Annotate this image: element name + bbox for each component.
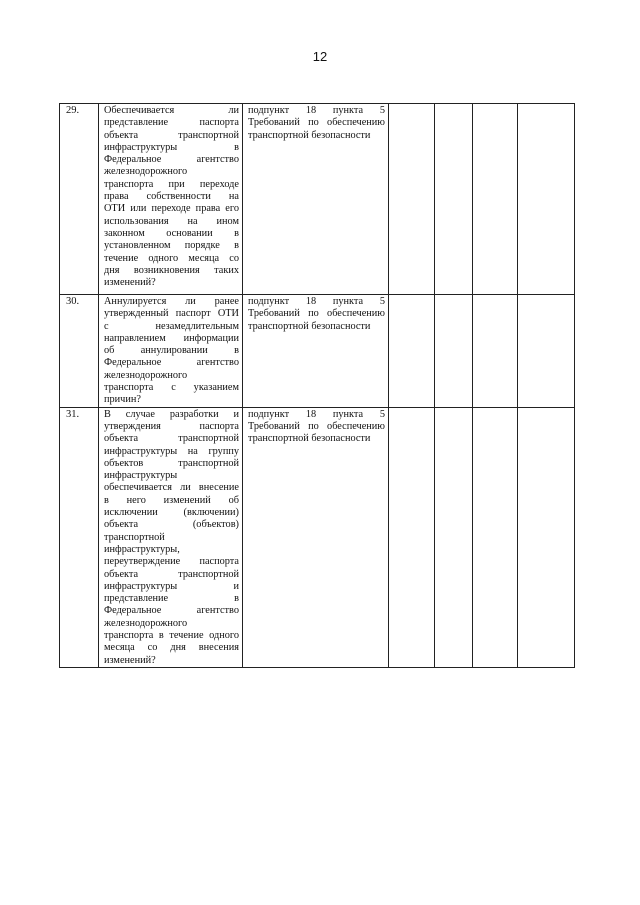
question-line: течение одного месяца со [104, 252, 239, 264]
question-line: инфраструктуры и [104, 580, 239, 592]
question-line: обеспечивается ли внесение [104, 482, 239, 494]
answer-cell-1 [389, 104, 435, 295]
question-line: использования на ином [104, 215, 239, 227]
question-line: транспорта при переходе [104, 178, 239, 190]
question-line: Аннулируется ли ранее [104, 296, 239, 307]
question-line: месяца со дня внесения [104, 642, 239, 654]
question-line: изменений? [104, 277, 156, 289]
answer-cell-4 [518, 407, 575, 667]
question-line: Обеспечивается ли [104, 105, 239, 116]
question-line: инфраструктуры в [104, 141, 239, 153]
question-line: железнодорожного [104, 369, 188, 381]
question-line: причин? [104, 394, 141, 406]
table-row [60, 104, 575, 295]
table-row [60, 295, 575, 408]
answer-cell-2 [435, 407, 473, 667]
reference-line: транспортной безопасности [248, 433, 371, 445]
question-line: дня возникновения таких [104, 264, 239, 276]
answer-cell-2 [435, 104, 473, 295]
answer-cell-2 [435, 295, 473, 408]
question-line: с незамедлительным [104, 320, 239, 332]
question-line: утверждения паспорта [104, 420, 239, 432]
question-line: транспортной [104, 531, 165, 543]
question-line: представление паспорта [104, 117, 239, 129]
question-line: инфраструктуры на группу [104, 445, 239, 457]
question-line: объекта транспортной [104, 433, 239, 445]
reference-line: Требований по обеспечению [248, 420, 385, 432]
answer-cell-3 [473, 295, 518, 408]
question-line: законном основании в [104, 227, 239, 239]
answer-cell-1 [389, 295, 435, 408]
question-line: утвержденный паспорт ОТИ [104, 308, 239, 320]
reference-line: транспортной безопасности [248, 320, 371, 332]
reference-line: подпункт 18 пункта 5 [248, 296, 385, 307]
question-line: Федеральное агентство [104, 357, 239, 369]
checklist-table [59, 103, 575, 668]
question-line: об аннулировании в [104, 345, 239, 357]
answer-cell-4 [518, 295, 575, 408]
legal-reference-cell [243, 104, 389, 295]
question-line: инфраструктуры [104, 470, 178, 482]
question-line: объекта транспортной [104, 129, 239, 141]
question-line: направлением информации [104, 332, 239, 344]
answer-cell-1 [389, 407, 435, 667]
answer-cell-3 [473, 407, 518, 667]
reference-line: Требований по обеспечению [248, 117, 385, 129]
table-row [60, 407, 575, 667]
reference-line: подпункт 18 пункта 5 [248, 105, 385, 116]
item-number: 31. [60, 407, 99, 667]
question-line: транспорта в течение одного [104, 630, 239, 642]
question-line: в него изменений об [104, 494, 239, 506]
question-line: ОТИ или переходе права его [104, 203, 239, 215]
question-line: представление в [104, 593, 239, 605]
question-cell [99, 407, 243, 667]
reference-line: подпункт 18 пункта 5 [248, 408, 385, 420]
question-line: установленном порядке в [104, 240, 239, 252]
question-line: В случае разработки и [104, 408, 239, 420]
question-line: железнодорожного [104, 166, 188, 178]
reference-line: транспортной безопасности [248, 129, 371, 141]
question-line: объектов транспортной [104, 457, 239, 469]
question-line: права собственности на [104, 191, 239, 203]
page-number: 12 [312, 49, 328, 64]
legal-reference-cell [243, 407, 389, 667]
question-line: Федеральное агентство [104, 605, 239, 617]
item-number: 29. [60, 104, 99, 295]
question-line: Федеральное агентство [104, 154, 239, 166]
question-cell [99, 104, 243, 295]
reference-line: Требований по обеспечению [248, 308, 385, 320]
question-cell [99, 295, 243, 408]
question-line: изменений? [104, 654, 156, 666]
legal-reference-cell [243, 295, 389, 408]
answer-cell-4 [518, 104, 575, 295]
question-line: исключении (включении) [104, 507, 239, 519]
question-line: транспорта с указанием [104, 382, 239, 394]
question-line: железнодорожного [104, 617, 188, 629]
question-line: переутверждение паспорта [104, 556, 239, 568]
answer-cell-3 [473, 104, 518, 295]
question-line: инфраструктуры, [104, 543, 180, 555]
question-line: объекта транспортной [104, 568, 239, 580]
question-line: объекта (объектов) [104, 519, 239, 531]
item-number: 30. [60, 295, 99, 408]
